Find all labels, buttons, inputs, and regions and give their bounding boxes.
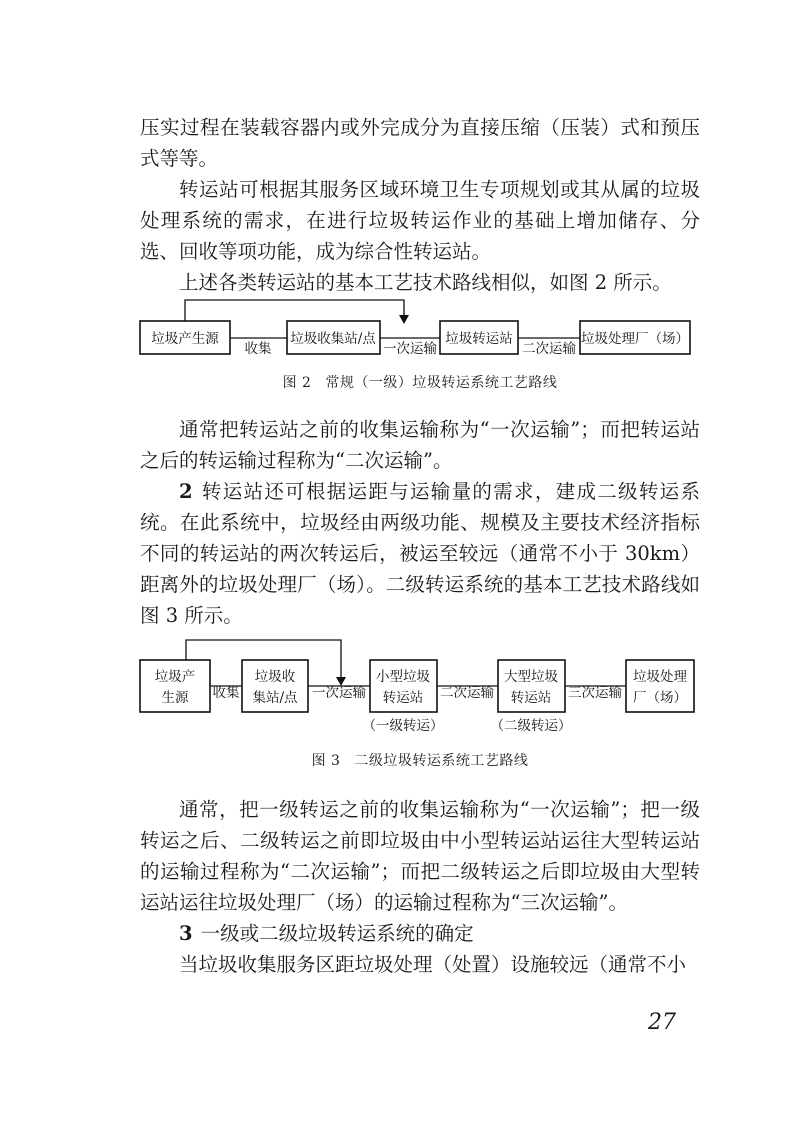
fig3-sublabel-level-2: （二级转运） (490, 718, 572, 734)
fig3-link-4-label: 三次运输 (568, 685, 622, 701)
figure-3-title: 二级垃圾转运系统工艺路线 (354, 753, 529, 769)
fig3-box-large-transfer-line1: 大型垃圾 (504, 669, 558, 685)
fig3-box-plant-line2: 厂（场） (633, 690, 687, 706)
paragraph-4: 通常把转运站之前的收集运输称为“一次运输”；而把转运站之后的转运输过程称为“二次运输”。 (140, 418, 700, 472)
section-number-3: 3 (179, 922, 193, 945)
fig3-link-3-label: 二次运输 (440, 685, 494, 701)
fig3-box-collection-line2: 集站/点 (252, 690, 298, 706)
fig3-box-source-line2: 生源 (161, 690, 189, 706)
figure-2-number: 图 2 (282, 375, 312, 391)
fig3-box-small-transfer-line1: 小型垃圾 (376, 669, 430, 685)
fig3-link-1-label: 收集 (212, 685, 240, 701)
paragraph-6: 通常，把一级转运之前的收集运输称为“一次运输”；把一级转运之后、二级转运之前即垃圾由中小型转运站运往大型转运站的运输过程称为“二次运输”；而把二级转运之后即垃圾由大型转运站运往垃圾处理厂（场）的运输过程称为“三次运输”。 (140, 798, 700, 914)
page-number: 27 (648, 1010, 676, 1035)
fig2-box-transfer-label: 垃圾转运站 (445, 331, 513, 347)
fig3-sublabel-level-1: （一级转运） (362, 718, 444, 734)
paragraph-2: 转运站可根据其服务区域环境卫生专项规划或其从属的垃圾处理系统的需求，在进行垃圾转运作业的基础上增加储存、分选、回收等项功能，成为综合性转运站。 (140, 178, 700, 263)
fig3-box-small-transfer-line2: 转运站 (382, 690, 424, 706)
paragraph-1: 压实过程在装载容器内或外完成分为直接压缩（压装）式和预压式等等。 (140, 116, 700, 170)
fig2-link-3-label: 二次运输 (522, 341, 576, 357)
fig2-box-plant-label: 垃圾处理厂（场） (581, 331, 689, 347)
paragraph-5-text: 转运站还可根据运距与运输量的需求，建成二级转运系统。在此系统中，垃圾经由两级功能、规模及主要技术经济指标不同的转运站的两次转运后，被运至较远（通常不小于 30km）距离外的垃圾处理厂（场）。二级转运系统的基本工艺技术路线如图 3 所示。 (140, 480, 700, 627)
figure-3-number: 图 3 (311, 753, 341, 769)
fig3-box-collection-line1: 垃圾收 (254, 669, 296, 685)
fig2-box-collection-label: 垃圾收集站/点 (290, 331, 376, 347)
fig2-box-source-label: 垃圾产生源 (151, 331, 219, 347)
fig3-box-large-transfer-line2: 转运站 (510, 690, 552, 706)
section-number-2: 2 (179, 480, 193, 503)
figure-2-title: 常规（一级）垃圾转运系统工艺路线 (325, 375, 558, 391)
figure-3-caption (140, 750, 700, 770)
fig3-link-2-label: 一次运输 (312, 685, 366, 701)
paragraph-3: 上述各类转运站的基本工艺技术路线相似，如图 2 所示。 (179, 271, 672, 294)
fig2-link-2-label: 一次运输 (383, 341, 437, 357)
fig2-link-1-label: 收集 (244, 341, 272, 357)
paragraph-8: 当垃圾收集服务区距垃圾处理（处置）设施较远（通常不小 (179, 953, 687, 976)
paragraph-7 (140, 918, 700, 949)
fig3-box-plant-line1: 垃圾处理 (633, 669, 687, 685)
fig3-box-source-line1: 垃圾产 (154, 669, 196, 685)
section-3-heading: 一级或二级垃圾转运系统的确定 (200, 922, 474, 945)
